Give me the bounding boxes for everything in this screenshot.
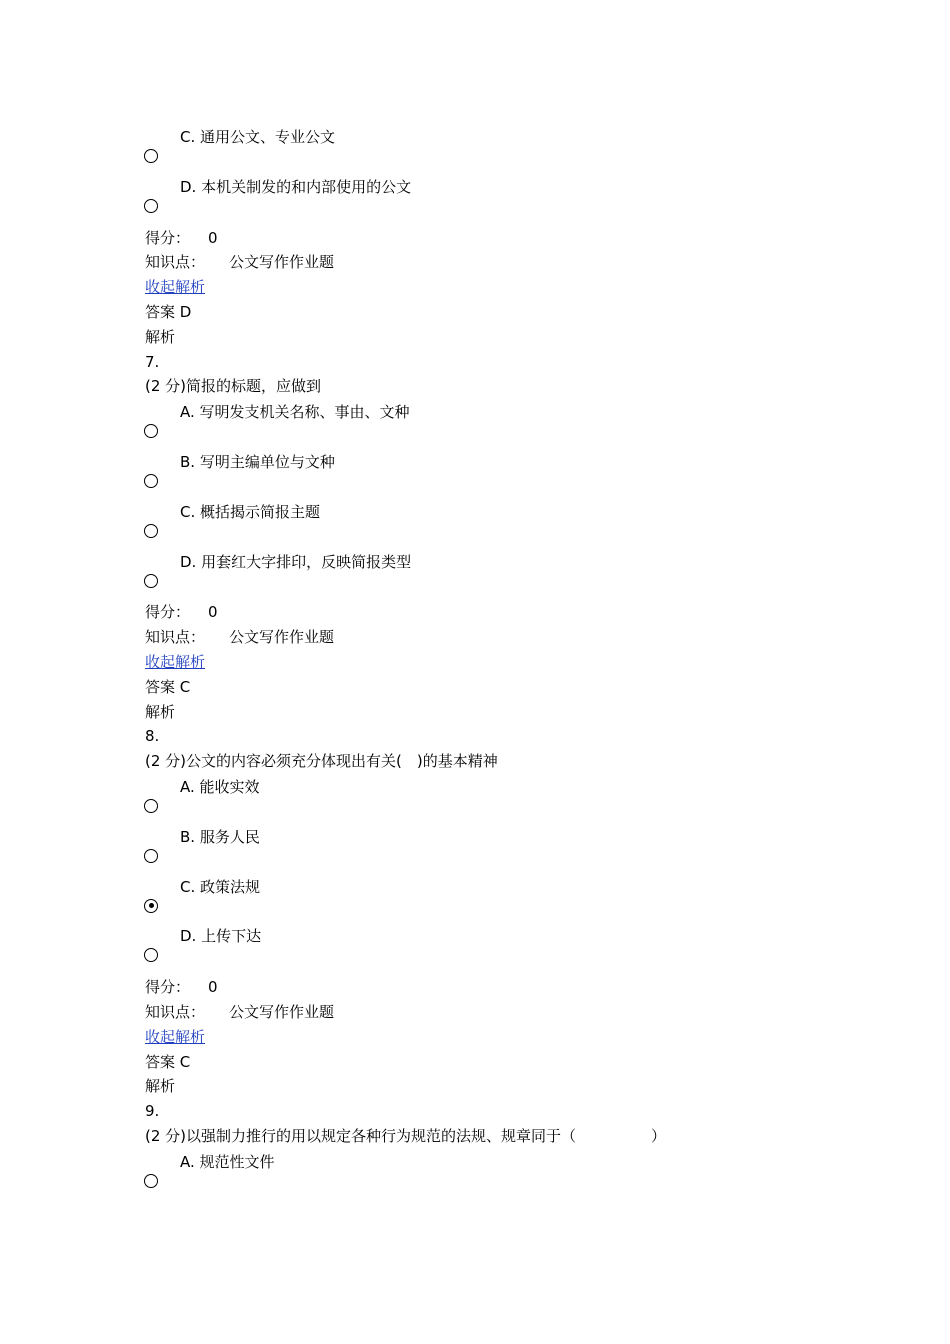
option-row[interactable] — [145, 776, 845, 826]
answer-text: 答案 C — [145, 1052, 191, 1071]
option-row[interactable] — [145, 551, 845, 601]
option-label: D. 本机关制发的和内部使用的公文 — [180, 177, 412, 196]
knowledge-row — [145, 1000, 845, 1025]
answer-text: 答案 C — [145, 677, 191, 696]
analysis-heading: 解析 — [145, 1077, 176, 1096]
toggle-row — [145, 650, 845, 675]
option-row[interactable] — [145, 451, 845, 501]
option-row[interactable] — [145, 126, 845, 176]
toggle-row — [145, 275, 845, 300]
radio-button[interactable] — [144, 799, 158, 813]
score-label: 得分： — [145, 228, 191, 247]
radio-button[interactable] — [144, 1174, 158, 1188]
score-label: 得分： — [145, 603, 191, 622]
analysis-heading: 解析 — [145, 702, 176, 721]
score-value: 0 — [208, 978, 218, 997]
option-label: D. 用套红大字排印，反映简报类型 — [180, 552, 412, 571]
answer-text: 答案 D — [145, 302, 192, 321]
option-row[interactable] — [145, 826, 845, 876]
option-label: B. 服务人民 — [180, 827, 260, 846]
knowledge-row — [145, 625, 845, 650]
radio-button[interactable] — [144, 149, 158, 163]
radio-button[interactable] — [144, 474, 158, 488]
option-row[interactable] — [145, 925, 845, 975]
radio-button[interactable] — [144, 849, 158, 863]
knowledge-label: 知识点： — [145, 253, 206, 272]
score-row — [145, 975, 845, 1000]
question-block — [145, 1099, 845, 1200]
radio-button[interactable] — [144, 948, 158, 962]
option-label: A. 能收实效 — [180, 777, 260, 796]
question-list — [145, 126, 845, 1201]
question-number: 9. — [145, 1102, 160, 1121]
collapse-analysis-link[interactable]: 收起解析 — [145, 652, 206, 671]
knowledge-value: 公文写作作业题 — [229, 628, 335, 647]
option-row[interactable] — [145, 876, 845, 926]
knowledge-value: 公文写作作业题 — [229, 1002, 335, 1021]
question-number: 7. — [145, 352, 160, 371]
question-stem: (2 分)公文的内容必须充分体现出有关( )的基本精神 — [145, 752, 498, 771]
score-row — [145, 226, 845, 251]
option-label: D. 上传下达 — [180, 927, 262, 946]
option-label: A. 规范性文件 — [180, 1152, 275, 1171]
score-label: 得分： — [145, 978, 191, 997]
question-block — [145, 126, 845, 350]
knowledge-value: 公文写作作业题 — [229, 253, 335, 272]
question-number: 8. — [145, 727, 160, 746]
analysis-heading: 解析 — [145, 327, 176, 346]
question-block — [145, 724, 845, 1099]
option-label: B. 写明主编单位与文种 — [180, 452, 335, 471]
radio-button[interactable] — [144, 424, 158, 438]
score-value: 0 — [208, 603, 218, 622]
option-label: C. 通用公文、专业公文 — [180, 128, 336, 146]
option-row[interactable] — [145, 176, 845, 226]
option-label: C. 政策法规 — [180, 877, 261, 896]
option-label: A. 写明发支机关名称、事由、文种 — [180, 403, 410, 422]
radio-button-selected[interactable] — [144, 899, 158, 913]
option-row[interactable] — [145, 401, 845, 451]
question-block — [145, 350, 845, 725]
question-stem: (2 分)简报的标题，应做到 — [145, 377, 322, 396]
score-value: 0 — [208, 228, 218, 247]
radio-button[interactable] — [144, 574, 158, 588]
option-row[interactable] — [145, 1151, 845, 1201]
option-row[interactable] — [145, 501, 845, 551]
question-stem: (2 分)以强制力推行的用以规定各种行为规范的法规、规章同于（ ） — [145, 1126, 667, 1145]
knowledge-label: 知识点： — [145, 628, 206, 647]
radio-button[interactable] — [144, 199, 158, 213]
knowledge-label: 知识点： — [145, 1002, 206, 1021]
knowledge-row — [145, 250, 845, 275]
option-label: C. 概括揭示简报主题 — [180, 502, 321, 521]
collapse-analysis-link[interactable]: 收起解析 — [145, 1027, 206, 1046]
collapse-analysis-link[interactable]: 收起解析 — [145, 278, 206, 297]
toggle-row — [145, 1025, 845, 1050]
radio-button[interactable] — [144, 524, 158, 538]
score-row — [145, 600, 845, 625]
